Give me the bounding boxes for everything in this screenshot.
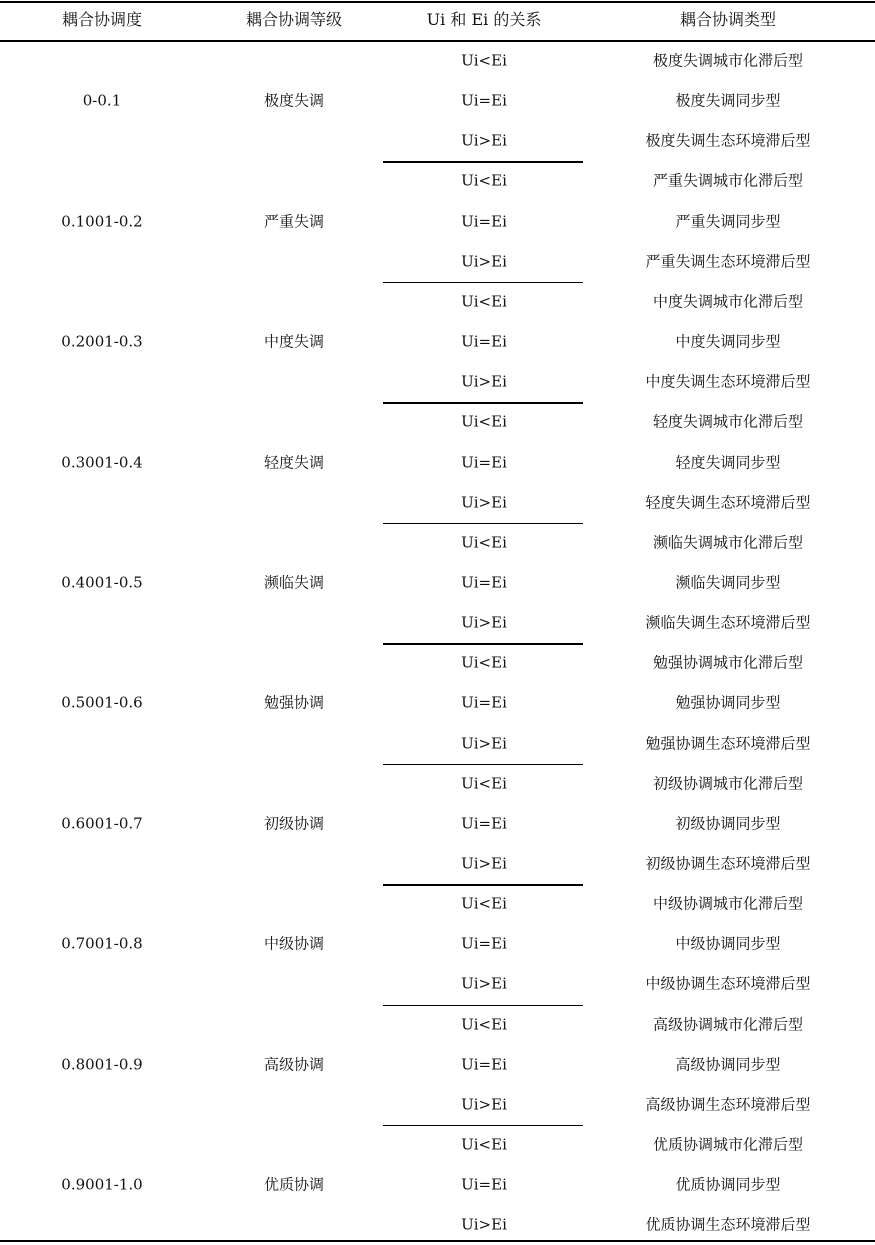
- ui-ei-relation: Ui=Ei: [461, 453, 507, 471]
- group-separator-line: [383, 402, 583, 404]
- group-separator-line: [383, 523, 583, 525]
- coupling-type: 中级协调生态环境滞后型: [645, 974, 811, 993]
- coupling-level: 严重失调: [263, 212, 325, 231]
- group-separator-line: [383, 1005, 583, 1007]
- coupling-degree-range: 0.5001-0.6: [61, 693, 143, 712]
- coupling-degree-range: 0.9001-1.0: [61, 1175, 143, 1194]
- coupling-type: 中度失调同步型: [675, 332, 781, 351]
- ui-ei-relation: Ui<Ei: [461, 533, 507, 552]
- coupling-type: 中级协调城市化滞后型: [652, 894, 804, 913]
- coupling-type: 勉强协调城市化滞后型: [652, 653, 804, 672]
- ui-ei-relation: Ui>Ei: [461, 252, 507, 271]
- ui-ei-relation: Ui>Ei: [461, 974, 507, 993]
- coupling-type: 初级协调城市化滞后型: [652, 774, 804, 793]
- coupling-type: 濒临失调同步型: [675, 573, 781, 592]
- coupling-degree-range: 0.1001-0.2: [61, 212, 143, 231]
- ui-ei-relation: Ui>Ei: [461, 1215, 507, 1234]
- coupling-type: 初级协调生态环境滞后型: [645, 854, 811, 873]
- ui-ei-relation: Ui>Ei: [461, 613, 507, 632]
- coupling-type: 严重失调生态环境滞后型: [645, 252, 811, 271]
- group-separator-line: [383, 282, 583, 284]
- coupling-type: 轻度失调同步型: [675, 453, 781, 471]
- coupling-type: 中度失调生态环境滞后型: [645, 372, 811, 391]
- ui-ei-relation: Ui<Ei: [461, 774, 507, 793]
- header-ui-ei-relation: Ui 和 Ei 的关系: [426, 10, 542, 29]
- ui-ei-relation: Ui<Ei: [461, 1135, 507, 1154]
- ui-ei-relation: Ui<Ei: [461, 292, 507, 311]
- coupling-type: 初级协调同步型: [675, 814, 781, 833]
- header-coupling-type: 耦合协调类型: [679, 10, 777, 29]
- ui-ei-relation: Ui>Ei: [461, 493, 507, 512]
- coupling-type: 极度失调同步型: [675, 91, 781, 110]
- ui-ei-relation: Ui=Ei: [461, 91, 507, 110]
- ui-ei-relation: Ui<Ei: [461, 51, 507, 70]
- coupling-type: 严重失调城市化滞后型: [652, 171, 804, 190]
- coupling-level: 中度失调: [263, 332, 325, 351]
- coupling-degree-range: 0.3001-0.4: [61, 453, 143, 471]
- coupling-level: 濒临失调: [263, 573, 325, 592]
- ui-ei-relation: Ui=Ei: [461, 1175, 507, 1194]
- coupling-degree-range: 0.2001-0.3: [61, 332, 143, 351]
- coupling-type: 中级协调同步型: [675, 934, 781, 953]
- coupling-level: 初级协调: [263, 814, 325, 833]
- coupling-type: 中度失调城市化滞后型: [652, 292, 804, 311]
- ui-ei-relation: Ui>Ei: [461, 372, 507, 391]
- ui-ei-relation: Ui<Ei: [461, 1015, 507, 1034]
- ui-ei-relation: Ui<Ei: [461, 894, 507, 913]
- coupling-degree-range: 0.7001-0.8: [61, 934, 143, 953]
- coupling-type: 轻度失调生态环境滞后型: [645, 493, 811, 512]
- table-top-rule: [0, 1, 875, 3]
- coupling-type: 轻度失调城市化滞后型: [652, 412, 804, 431]
- coupling-type: 优质协调生态环境滞后型: [645, 1215, 811, 1234]
- table-header-rule: [0, 40, 875, 42]
- coupling-degree-range: 0.8001-0.9: [61, 1055, 143, 1074]
- ui-ei-relation: Ui>Ei: [461, 734, 507, 753]
- coupling-type: 濒临失调生态环境滞后型: [645, 613, 811, 632]
- coupling-type: 严重失调同步型: [675, 212, 781, 231]
- ui-ei-relation: Ui>Ei: [461, 1095, 507, 1114]
- group-separator-line: [383, 161, 583, 163]
- group-separator-line: [383, 643, 583, 645]
- header-coupling-level: 耦合协调等级: [245, 10, 343, 29]
- ui-ei-relation: Ui=Ei: [461, 814, 507, 833]
- ui-ei-relation: Ui=Ei: [461, 212, 507, 231]
- coupling-level: 优质协调: [263, 1175, 325, 1194]
- group-separator-line: [383, 884, 583, 886]
- coupling-degree-range: 0.4001-0.5: [61, 573, 143, 592]
- coupling-type: 极度失调城市化滞后型: [652, 51, 804, 70]
- coupling-type: 勉强协调生态环境滞后型: [645, 734, 811, 753]
- ui-ei-relation: Ui<Ei: [461, 171, 507, 190]
- ui-ei-relation: Ui=Ei: [461, 934, 507, 953]
- ui-ei-relation: Ui<Ei: [461, 412, 507, 431]
- coupling-degree-range: 0-0.1: [82, 91, 122, 110]
- ui-ei-relation: Ui>Ei: [461, 854, 507, 873]
- coupling-type: 极度失调生态环境滞后型: [645, 131, 811, 150]
- group-separator-line: [383, 764, 583, 766]
- ui-ei-relation: Ui>Ei: [461, 131, 507, 150]
- coupling-level: 中级协调: [263, 934, 325, 953]
- ui-ei-relation: Ui=Ei: [461, 693, 507, 712]
- ui-ei-relation: Ui<Ei: [461, 653, 507, 672]
- coupling-type: 高级协调生态环境滞后型: [645, 1095, 811, 1114]
- coupling-type: 高级协调同步型: [675, 1055, 781, 1074]
- group-separator-line: [383, 1125, 583, 1127]
- coupling-level: 高级协调: [263, 1055, 325, 1074]
- coupling-type: 高级协调城市化滞后型: [652, 1015, 804, 1034]
- table-bottom-rule: [0, 1240, 875, 1242]
- coupling-type: 优质协调城市化滞后型: [652, 1135, 804, 1154]
- coupling-type: 优质协调同步型: [675, 1175, 781, 1194]
- coupling-type: 勉强协调同步型: [675, 693, 781, 712]
- coupling-degree-range: 0.6001-0.7: [61, 814, 143, 833]
- coupling-level: 轻度失调: [263, 453, 325, 471]
- header-coupling-degree: 耦合协调度: [61, 10, 143, 29]
- coupling-level: 极度失调: [263, 91, 325, 110]
- ui-ei-relation: Ui=Ei: [461, 573, 507, 592]
- ui-ei-relation: Ui=Ei: [461, 332, 507, 351]
- coupling-type: 濒临失调城市化滞后型: [652, 533, 804, 552]
- coupling-level: 勉强协调: [263, 693, 325, 712]
- ui-ei-relation: Ui=Ei: [461, 1055, 507, 1074]
